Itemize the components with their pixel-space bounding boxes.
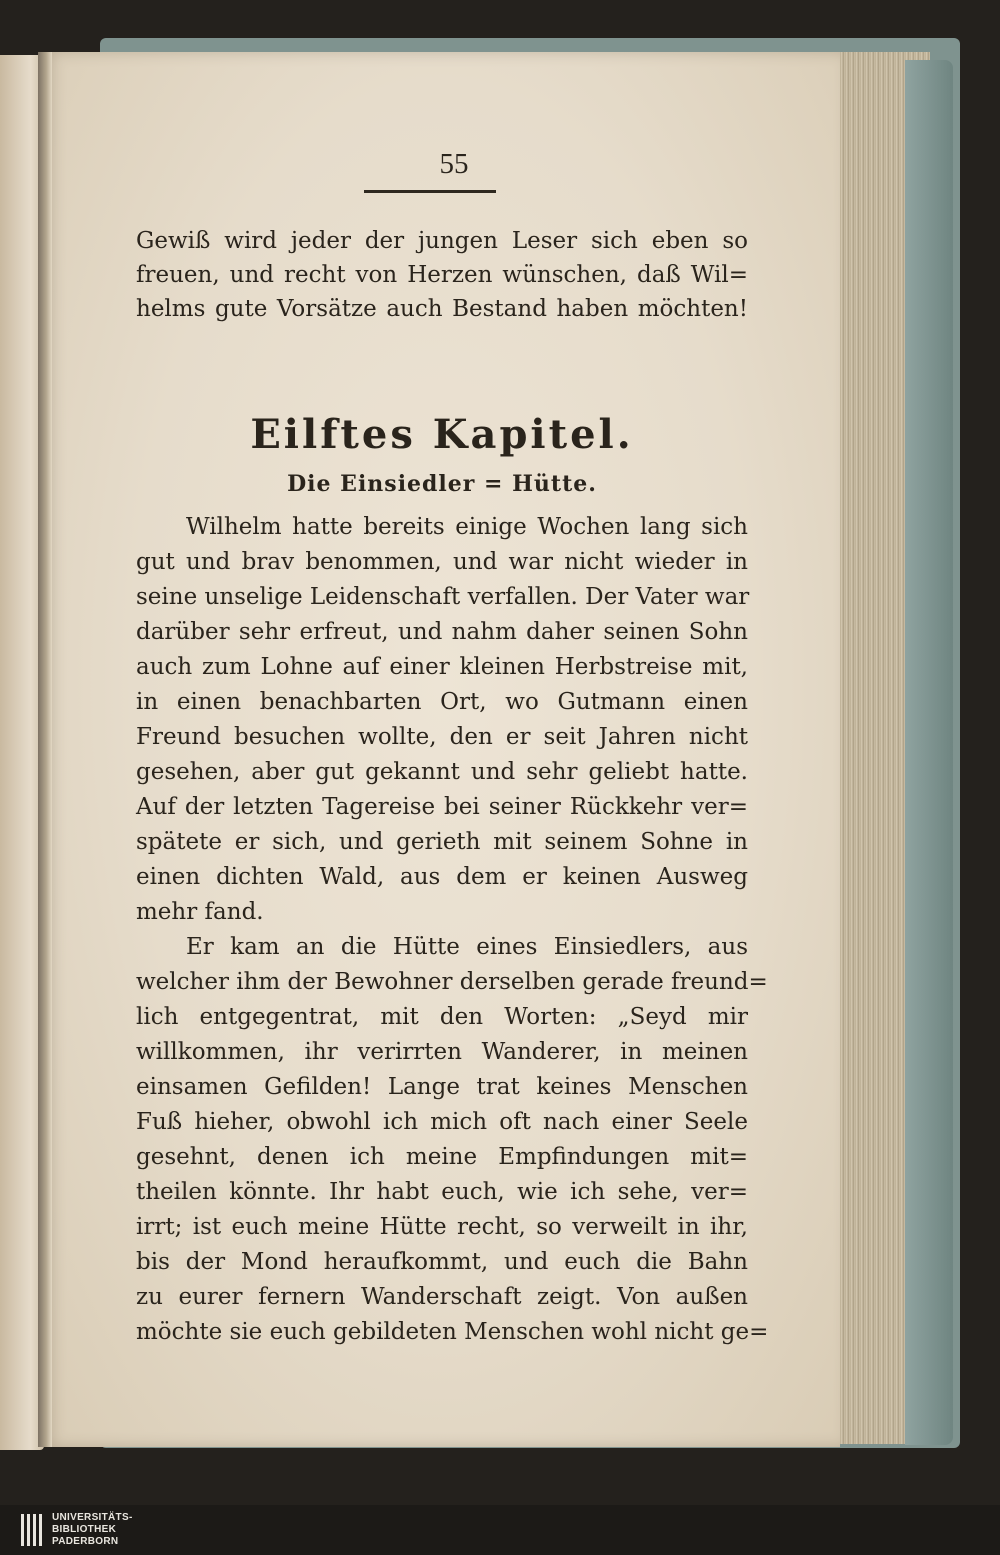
page-number: 55 <box>439 148 469 180</box>
text-line: möchte sie euch gebildeten Menschen wohl nicht ge= <box>136 1319 769 1345</box>
text-line: welcher ihm der Bewohner derselben gerade freund= <box>136 969 768 995</box>
text-line: willkommen, ihr verirrten Wanderer, in meinen <box>136 1039 748 1065</box>
text-line: darüber sehr erfreut, und nahm daher seinen Sohn <box>136 619 748 645</box>
library-name-line: BIBLIOTHEK <box>52 1524 117 1535</box>
text-line: Wilhelm hatte bereits einige Wochen lang sich <box>186 514 748 540</box>
text-line: bis der Mond heraufkommt, und euch die Bahn <box>136 1249 748 1275</box>
text-line: gesehen, aber gut gekannt und sehr geliebt hatte. <box>136 759 748 785</box>
text-line: seine unselige Leidenschaft verfallen. Der Vater war <box>136 584 750 610</box>
text-line: Gewiß wird jeder der jungen Leser sich eben so <box>136 228 748 254</box>
library-name-line: PADERBORN <box>52 1536 119 1547</box>
text-line: spätete er sich, und gerieth mit seinem Sohne in <box>136 829 748 855</box>
text-line: freuen, und recht von Herzen wünschen, daß Wil= <box>136 262 748 288</box>
text-line: zu eurer fernern Wanderschaft zeigt. Von außen <box>136 1284 748 1310</box>
book-cover-edge <box>905 60 953 1445</box>
book-page <box>44 52 840 1447</box>
text-line: irrt; ist euch meine Hütte recht, so verweilt in ihr, <box>136 1214 748 1240</box>
footer-bar <box>0 1505 1000 1555</box>
library-name-line: UNIVERSITÄTS- <box>52 1512 133 1523</box>
text-line: gesehnt, denen ich meine Empfindungen mit= <box>136 1144 748 1170</box>
text-line: Er kam an die Hütte eines Einsiedlers, aus <box>186 934 748 960</box>
text-line: Fuß hieher, obwohl ich mich oft nach einer Seele <box>136 1109 748 1135</box>
chapter-subtitle: Die Einsiedler = Hütte. <box>287 471 597 497</box>
library-name <box>52 1512 133 1548</box>
text-line: helms gute Vorsätze auch Bestand haben möchten! <box>136 296 748 322</box>
text-line: mehr fand. <box>136 899 264 925</box>
text-line: Auf der letzten Tagereise bei seiner Rückkehr ver= <box>136 794 748 820</box>
text-line: in einen benachbarten Ort, wo Gutmann einen <box>136 689 748 715</box>
chapter-title: Eilftes Kapitel. <box>250 411 634 458</box>
text-line: Freund besuchen wollte, den er seit Jahren nicht <box>136 724 748 750</box>
text-line: theilen könnte. Ihr habt euch, wie ich sehe, ver= <box>136 1179 748 1205</box>
text-line: lich entgegentrat, mit den Worten: „Seyd mir <box>136 1004 748 1030</box>
page-number-rule <box>364 190 496 193</box>
page-gutter <box>38 52 52 1447</box>
library-logo-icon <box>20 1513 44 1547</box>
text-line: gut und brav benommen, und war nicht wieder in <box>136 549 748 575</box>
text-line: einsamen Gefilden! Lange trat keines Menschen <box>136 1074 748 1100</box>
text-line: auch zum Lohne auf einer kleinen Herbstreise mit, <box>136 654 748 680</box>
text-line: einen dichten Wald, aus dem er keinen Ausweg <box>136 864 748 890</box>
